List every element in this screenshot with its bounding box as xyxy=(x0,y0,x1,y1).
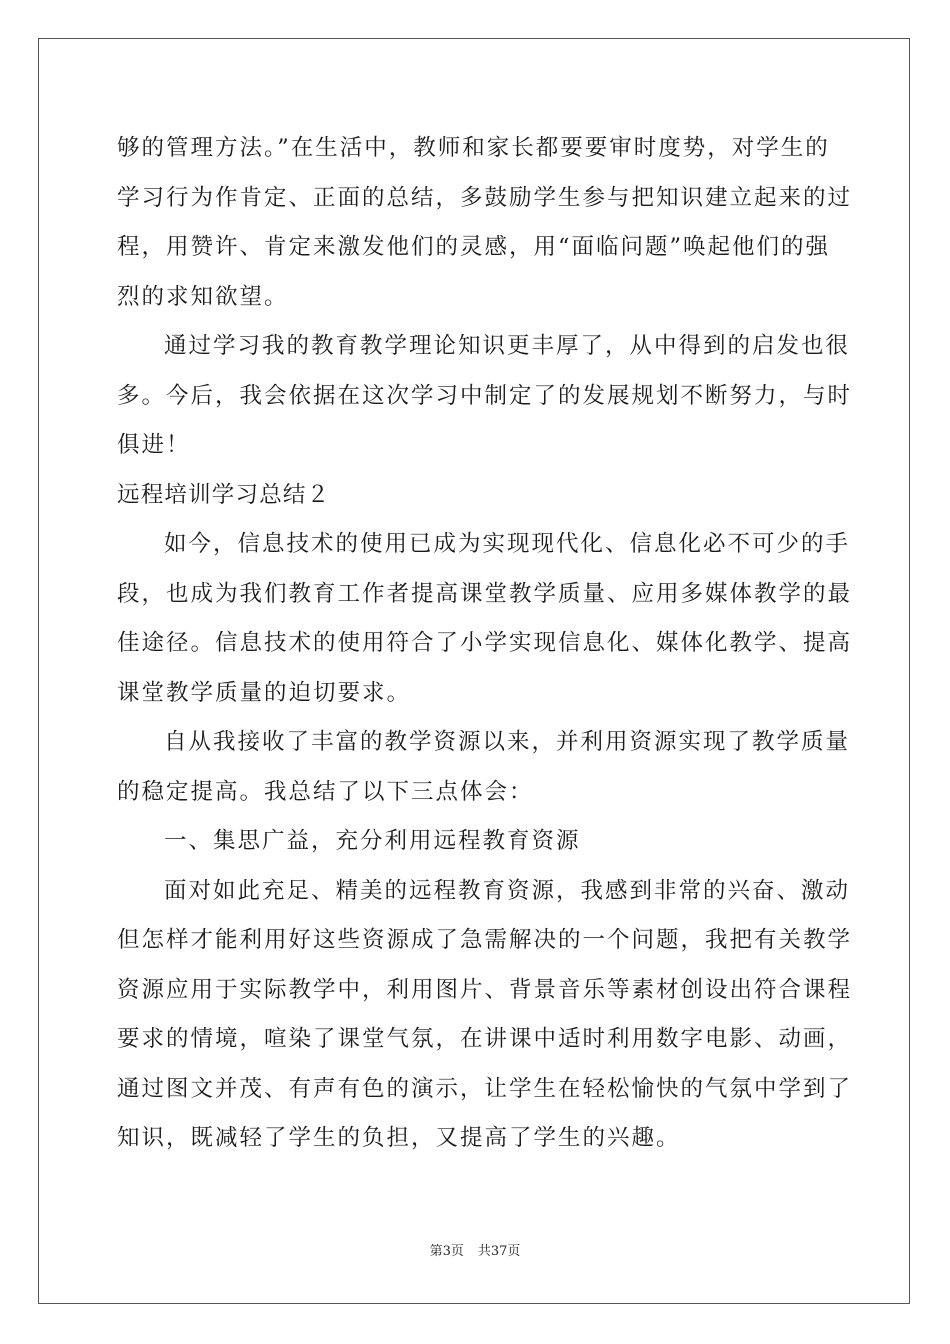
text-line: 俱进！ xyxy=(117,432,191,458)
text-line: 佳途径。信息技术的使用符合了小学实现信息化、媒体化教学、提高 xyxy=(117,630,853,656)
text-line: 段，也成为我们教育工作者提高课堂教学质量、应用多媒体教学的最 xyxy=(117,580,853,607)
text-line: 学习行为作肯定、正面的总结，多鼓励学生参与把知识建立起来的过 xyxy=(117,184,853,211)
text-line: 如今，信息技术的使用已成为实现现代化、信息化必不可少的手 xyxy=(164,531,851,557)
text-line: 一、集思广益，充分利用远程教育资源 xyxy=(164,828,581,854)
text-line: 但怎样才能利用好这些资源成了急需解决的一个问题，我把有关教学 xyxy=(117,927,853,953)
text-line: 程，用赞许、肯定来激发他们的灵感，用“面临问题”唤起他们的强 xyxy=(117,234,831,260)
text-line: 烈的求知欲望。 xyxy=(117,283,289,310)
page-number: 第3页 xyxy=(429,1244,464,1259)
text-line: 够的管理方法。”在生活中，教师和家长都要要审时度势，对学生的 xyxy=(117,135,830,161)
text-line: 要求的情境，喧染了课堂气氛，在讲课中适时利用数字电影、动画， xyxy=(117,1026,853,1052)
text-line: 多。今后，我会依据在这次学习中制定了的发展规划不断努力，与时 xyxy=(117,382,853,409)
text-line: 知识，既减轻了学生的负担，又提高了学生的兴趣。 xyxy=(117,1125,681,1151)
text-line: 面对如此充足、精美的远程教育资源，我感到非常的兴奋、激动 xyxy=(164,877,851,904)
text-line: 通过学习我的教育教学理论知识更丰厚了，从中得到的启发也很 xyxy=(164,333,851,359)
text-line: 课堂教学质量的迫切要求。 xyxy=(117,679,412,706)
text-line: 通过图文并茂、有声有色的演示，让学生在轻松愉快的气氛中学到了 xyxy=(117,1075,853,1102)
section-heading: 远程培训学习总结２ xyxy=(117,481,331,508)
text-line: 的稳定提高。我总结了以下三点体会： xyxy=(117,778,534,805)
page-footer xyxy=(0,1240,950,1259)
document-body xyxy=(117,124,853,1164)
text-line: 资源应用于实际教学中，利用图片、背景音乐等素材创设出符合课程 xyxy=(117,976,853,1003)
text-line: 自从我接收了丰富的教学资源以来，并利用资源实现了教学质量 xyxy=(164,729,851,755)
page-total: 共37页 xyxy=(477,1244,521,1259)
